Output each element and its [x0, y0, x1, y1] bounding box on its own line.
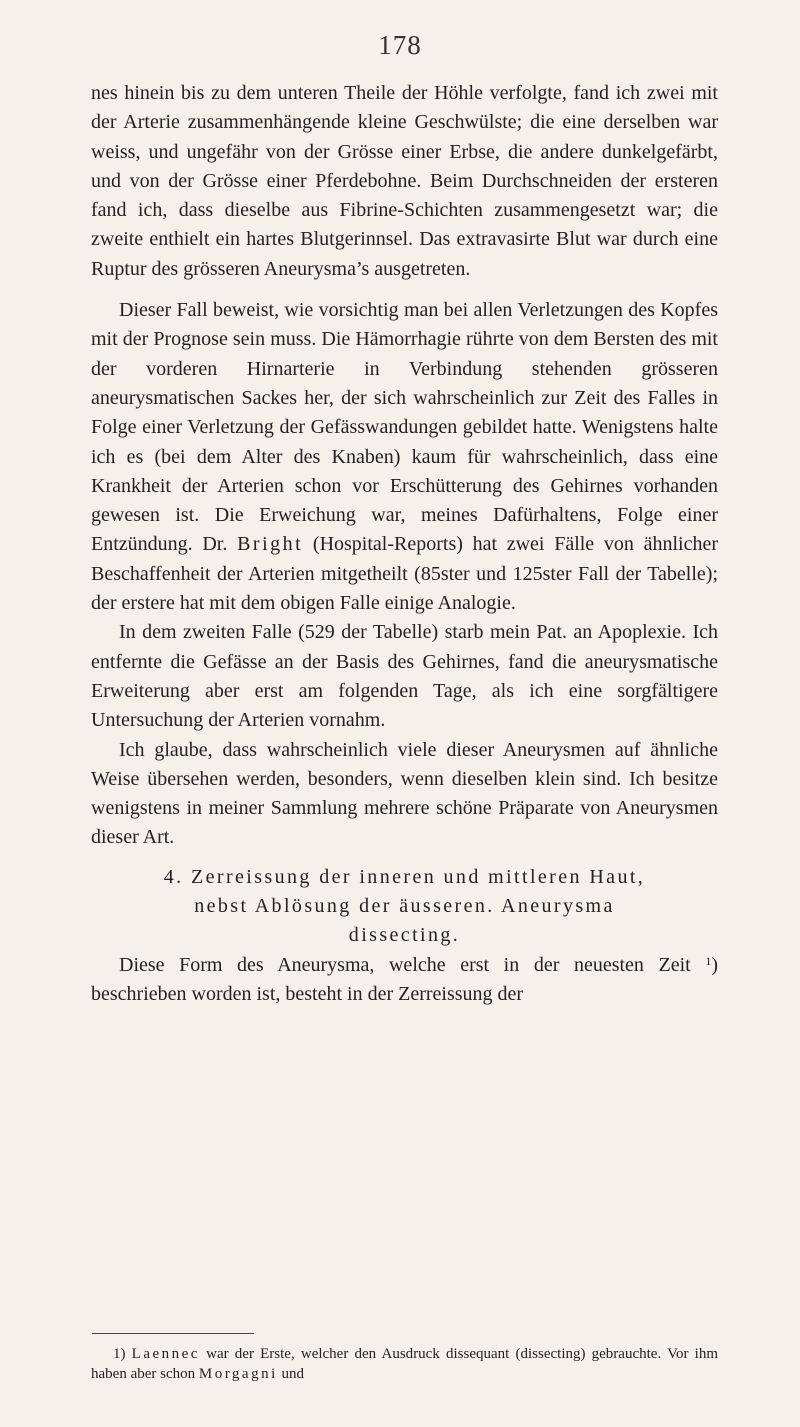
paragraph-continuation: nes hinein bis zu dem unteren Theile der Höhle verfolgte, fand ich zwei mit der Arterie zusammenhängende kleine Geschwülste; die eine derselben war weiss, und ungefähr von der Grösse einer Erbse, die andere dunkelgefärbt, und von der Grösse einer Pferdebohne. Beim Durchschneiden der ersteren fand ich, dass dieselbe aus Fibrine-Schichten zusammengesetzt war; die zweite enthielt ein hartes Blutgerinnsel. Das extravasirte Blut war durch eine Ruptur des grösseren Aneurysma’s ausgetreten.	[91, 82, 718, 280]
paragraph-second-case: In dem zweiten Falle (529 der Tabelle) starb mein Pat. an Apoplexie. Ich entfernte die Gefässe an der Basis des Gehirnes, fand die aneurysmatische Erweiterung aber erst am folgenden Tage, als ich eine sorgfältigere Untersuchung der Arterien vornahm.	[91, 621, 718, 732]
author-laennec: Laennec	[131, 1346, 200, 1362]
dissecting-text-1: Diese Form des Aneurysma, welche erst in der neuesten Zeit	[119, 953, 691, 976]
main-text	[91, 79, 718, 1009]
section-heading	[91, 863, 718, 951]
section-number: 4.	[163, 865, 184, 888]
author-bright: Bright	[237, 533, 304, 556]
footnote	[91, 1344, 718, 1384]
footnote-text-2: und	[277, 1366, 305, 1382]
footnote-text-1: war der Erste, welcher den Ausdruck dissequant (dissecting) gebrauchte. Vor ihm haben aber schon	[91, 1346, 718, 1382]
section-title-line2: nebst Ablösung der äusseren. Aneurysma	[194, 895, 615, 918]
paragraph-aneurysms: Ich glaube, dass wahrscheinlich viele dieser Aneurysmen auf ähnliche Weise übersehen werden, besonders, wenn dieselben klein sind. Ich besitze wenigstens in meiner Sammlung mehrere schöne Präparate von Aneurysmen dieser Art.	[91, 738, 718, 849]
author-morgagni: Morgagni	[198, 1366, 278, 1382]
paragraph-prognosis	[91, 296, 718, 618]
dissecting-text-2: ) beschrieben worden ist, besteht in der Zerreissung der	[91, 953, 718, 1005]
bright-after: (Hospital-Reports) hat zwei Fälle von ähnlicher Beschaffenheit der Arterien mitgetheilt (85ster und 125ster Fall der Tabelle); der erstere hat mit dem obigen Falle einige Analogie.	[91, 533, 718, 615]
section-title-line3: dissecting.	[348, 924, 461, 947]
footnote-divider	[92, 1333, 254, 1334]
page-number: 178	[378, 30, 422, 60]
paragraph-dissecting	[91, 951, 718, 1010]
footnote-reference: 1	[705, 953, 712, 968]
paragraph-prognosis-text: Dieser Fall beweist, wie vorsichtig man bei allen Verletzungen des Kopfes mit der Prognose sein muss. Die Hämorrhagie rührte von dem Bersten des mit der vorderen Hirnarterie in Verbindung stehenden grösseren aneurysmatischen Sackes her, der sich wahrscheinlich zur Zeit des Falles in Folge einer Verletzung der Gefässwandungen gebildet hatte. Wenigstens halte ich es (bei dem Alter des Knaben) kaum für wahrscheinlich, dass eine Krankheit der Arterien schon vor Erschütterung des Gehirnes vorhanden gewesen ist. Die Erweichung war, meines Dafürhaltens, Folge einer Entzündung.	[91, 299, 718, 556]
footnote-marker: 1)	[113, 1346, 126, 1362]
bright-before: Dr.	[192, 533, 238, 556]
section-title-line1: Zerreissung der inneren und mittleren Haut,	[191, 865, 646, 888]
